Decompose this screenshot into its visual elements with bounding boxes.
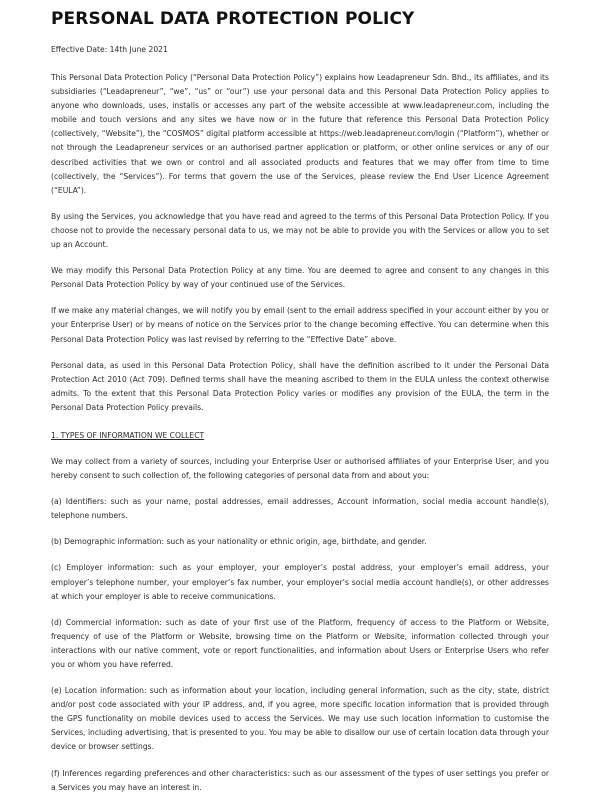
page-title: PERSONAL DATA PROTECTION POLICY [51, 9, 415, 29]
intro-paragraph-4: If we make any material changes, we will notify you by email (sent to the email address specified in your account either by you or your Enterprise User) or by means of notice on the Services prior to the change becoming effective. You can determine when this Personal Data Protection Policy was last revised by referring to the “Effective Date” above. [51, 306, 549, 344]
section-heading-types-of-information: 1. TYPES OF INFORMATION WE COLLECT [51, 430, 205, 440]
intro-paragraph-3: We may modify this Personal Data Protection Policy at any time. You are deemed to agree and consent to any changes in this Personal Data Protection Policy by way of your continued use of the Services. [51, 266, 549, 290]
section-lead-paragraph: We may collect from a variety of sources, including your Enterprise User or authorised affiliates of your Enterprise User, and you hereby consent to such collection of, the following categories of personal data from and about you: [51, 456, 549, 481]
effective-date: Effective Date: 14th June 2021 [51, 45, 168, 54]
list-item-identifiers: (a) Identifiers: such as your name, postal addresses, email addresses, Account information, social media account handle(s), telephone numbers. [51, 497, 549, 521]
list-item-employer: (c) Employer information: such as your employer, your employer’s postal address, your employer’s email address, your employer’s telephone number, your employer’s fax number, your employer’s social media account handle(s), or other addresses at which your employer is able to receive communications. [51, 563, 549, 601]
list-item-location: (e) Location information: such as information about your location, including general information, such as the city, state, district and/or post code associated with your IP address, and, if you agree, more specific location information that is provided through the GPS functionality on mobile devices used to access the Services. We may use such location information to customise the Services, including advertising, that is presented to you. You may be able to disallow our use of certain location data through your device or browser settings. [51, 686, 549, 752]
list-item-commercial: (d) Commercial information: such as date of your first use of the Platform, frequency of access to the Platform or Website, frequency of use of the Platform or Website, browsing time on the Platform or Website, information collected through your interactions with our native comment, vote or report functionalities, and information about Users or Enterprise Users who refer you or whom you have referred. [51, 617, 549, 669]
list-item-inferences: (f) Inferences regarding preferences and other characteristics: such as our assessment of the types of user settings you prefer or a Services you may have an interest in. [51, 768, 549, 792]
list-item-demographic: (b) Demographic information: such as your nationality or ethnic origin, age, birthdate, and gender. [51, 537, 427, 547]
intro-paragraph-1: This Personal Data Protection Policy (“Personal Data Protection Policy”) explains how Leadapreneur Sdn. Bhd., its affiliates, and its subsidiaries (“Leadapreneur”, “we”, “us” or “our”) use your personal data and this Personal Data Protection Policy applies to anyone who downloads, uses, installs or accesses any part of the website accessible at www.leadapreneur.com, including the mobile and touch versions and any sites we have now or in the future that reference this Personal Data Protection Policy (collectively, “Website”), the “COSMOS” digital platform accessible at https://web.leadapreneur.com/login (“Platform”), whether or not through the Leadapreneur services or an authorised partner application or platform, or other online services or any of our described activities that we own or control and all associated products and features that we may offer from time to time (collectively, the “Services”). For terms that govern the use of the Services, please review the End User Licence Agreement (“EULA”). [51, 73, 549, 195]
intro-paragraph-5: Personal data, as used in this Personal Data Protection Policy, shall have the definition ascribed to it under the Personal Data Protection Act 2010 (Act 709). Defined terms shall have the meaning ascribed to them in the EULA unless the context otherwise admits. To the extent that this Personal Data Protection Policy varies or modifies any provision of the EULA, the term in the Personal Data Protection Policy prevails. [51, 360, 549, 412]
intro-paragraph-2: By using the Services, you acknowledge that you have read and agreed to the terms of this Personal Data Protection Policy. If you choose not to provide the necessary personal data to us, we may not be able to provide you with the Services or allow you to set up an Account. [51, 211, 549, 250]
